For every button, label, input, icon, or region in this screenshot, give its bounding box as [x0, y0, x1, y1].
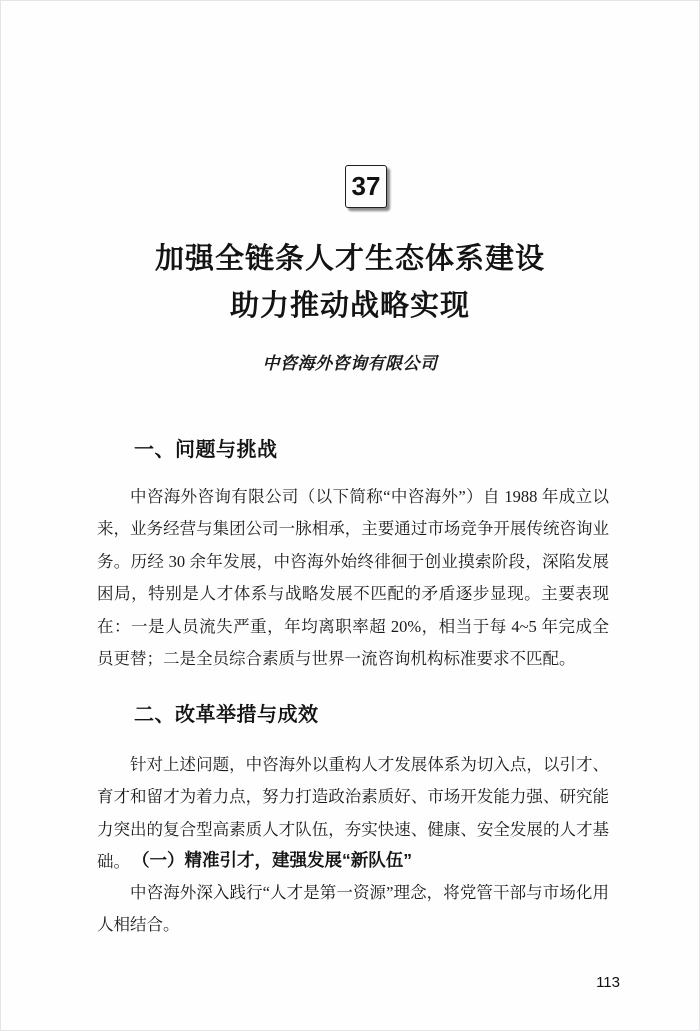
- title-line-2: 助力推动战略实现: [229, 290, 470, 322]
- section-2-subheading: （一）精准引才，建强发展“新队伍”: [132, 850, 412, 870]
- section-1-heading: 一、问题与挑战: [134, 439, 278, 461]
- page-number: 113: [596, 974, 620, 991]
- section-2-heading: 二、改革举措与成效: [134, 704, 319, 726]
- document-title: [0, 236, 700, 330]
- section-1-paragraph: 中咨海外咨询有限公司（以下简称“中咨海外”）自 1988 年成立以来，业务经营与集团公司一脉相承，主要通过市场竞争开展传统咨询业务。历经 30 余年发展，中咨海外始终徘徊于创业摸索阶段，深陷发展困局，特别是人才体系与战略发展不匹配的矛盾逐步显现。主要表现在：一是人员流失严重，年均离职率超 20%，相当于每 4~5 年完成全员更替；二是全员综合素质与世界一流咨询机构标准要求不匹配。: [97, 487, 609, 669]
- chapter-number-box: [345, 165, 387, 208]
- title-line-1: 加强全链条人才生态体系建设: [154, 243, 545, 275]
- chapter-number: 37: [351, 171, 381, 201]
- section-2-paragraph-1: 针对上述问题，中咨海外以重构人才发展体系为切入点，以引才、育才和留才为着力点，努力打造政治素质好、市场开发能力强、研究能力突出的复合型高素质人才队伍，夯实快速、健康、安全发展的人才基础。: [97, 755, 609, 872]
- section-2-paragraph-2: 中咨海外深入践行“人才是第一资源”理念，将党管干部与市场化用人相结合。: [97, 883, 609, 935]
- author-line: 中咨海外咨询有限公司: [262, 354, 438, 373]
